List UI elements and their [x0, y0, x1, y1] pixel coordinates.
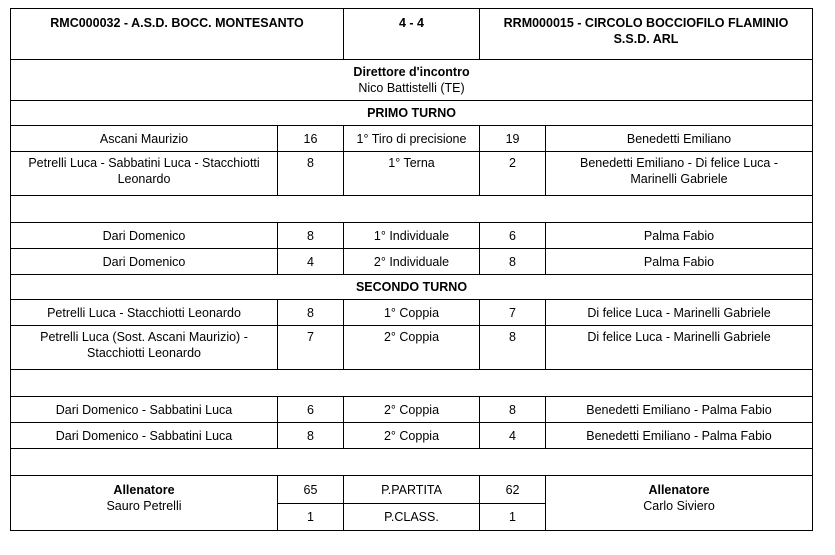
away-players: Palma Fabio	[546, 223, 813, 249]
home-coach-label: Allenatore	[113, 483, 175, 497]
home-players: Petrelli Luca - Stacchiotti Leonardo	[11, 300, 278, 326]
away-score: 4	[480, 423, 546, 449]
home-team: RMC000032 - A.S.D. BOCC. MONTESANTO	[11, 9, 344, 60]
game-type: 2° Coppia	[344, 423, 480, 449]
home-score: 6	[278, 397, 344, 423]
away-score: 8	[480, 397, 546, 423]
home-coach-name: Sauro Petrelli	[106, 499, 182, 513]
home-players: Ascani Maurizio	[11, 126, 278, 152]
away-coach	[546, 476, 813, 531]
empty-row	[11, 370, 813, 397]
game-type: 1° Terna	[344, 152, 480, 196]
game-type: 1° Coppia	[344, 300, 480, 326]
away-players: Benedetti Emiliano - Palma Fabio	[546, 397, 813, 423]
section-secondo-turno	[11, 275, 813, 300]
header-row	[11, 9, 813, 60]
home-players-line1: Petrelli Luca - Sabbatini Luca - Stacchiotti	[28, 156, 260, 170]
section-title: PRIMO TURNO	[11, 101, 813, 126]
game-type: 2° Individuale	[344, 249, 480, 275]
match-score: 4 - 4	[344, 9, 480, 60]
director-row	[11, 60, 813, 101]
home-score: 8	[278, 223, 344, 249]
home-score: 7	[278, 326, 344, 370]
away-coach-name: Carlo Siviero	[643, 499, 715, 513]
director-label: Direttore d'incontro	[353, 65, 470, 79]
table-row	[11, 223, 813, 249]
match-report-table	[10, 8, 813, 531]
home-score: 8	[278, 152, 344, 196]
table-row	[11, 397, 813, 423]
away-team-line1: RRM000015 - CIRCOLO BOCCIOFILO FLAMINIO	[503, 16, 789, 30]
away-players: Benedetti Emiliano - Palma Fabio	[546, 423, 813, 449]
away-partita-points: 62	[480, 476, 546, 504]
section-primo-turno	[11, 101, 813, 126]
table-row	[11, 249, 813, 275]
home-players	[11, 326, 278, 370]
table-row	[11, 126, 813, 152]
director-name: Nico Battistelli (TE)	[358, 81, 465, 95]
away-players: Di felice Luca - Marinelli Gabriele	[546, 300, 813, 326]
away-score: 7	[480, 300, 546, 326]
home-players: Dari Domenico - Sabbatini Luca	[11, 423, 278, 449]
away-class-points: 1	[480, 504, 546, 531]
away-score: 8	[480, 249, 546, 275]
away-players-line1: Benedetti Emiliano - Di felice Luca -	[580, 156, 779, 170]
away-players-line2: Marinelli Gabriele	[630, 172, 728, 186]
home-players: Dari Domenico	[11, 249, 278, 275]
home-players: Dari Domenico - Sabbatini Luca	[11, 397, 278, 423]
home-players-line1: Petrelli Luca (Sost. Ascani Maurizio) -	[40, 330, 248, 344]
game-type: 1° Tiro di precisione	[344, 126, 480, 152]
empty-row	[11, 449, 813, 476]
class-label: P.CLASS.	[344, 504, 480, 531]
away-players: Palma Fabio	[546, 249, 813, 275]
table-row	[11, 300, 813, 326]
section-title: SECONDO TURNO	[11, 275, 813, 300]
partita-label: P.PARTITA	[344, 476, 480, 504]
game-type: 1° Individuale	[344, 223, 480, 249]
away-team-line2: S.S.D. ARL	[613, 32, 679, 46]
director-cell	[11, 60, 813, 101]
away-score: 19	[480, 126, 546, 152]
game-type: 2° Coppia	[344, 326, 480, 370]
home-score: 4	[278, 249, 344, 275]
home-coach	[11, 476, 278, 531]
home-class-points: 1	[278, 504, 344, 531]
table-row	[11, 152, 813, 196]
table-row	[11, 423, 813, 449]
away-team	[480, 9, 813, 60]
home-players-line2: Stacchiotti Leonardo	[87, 346, 201, 360]
home-players-line2: Leonardo	[117, 172, 171, 186]
home-score: 8	[278, 423, 344, 449]
away-coach-label: Allenatore	[648, 483, 710, 497]
away-score: 2	[480, 152, 546, 196]
home-score: 8	[278, 300, 344, 326]
game-type: 2° Coppia	[344, 397, 480, 423]
away-score: 6	[480, 223, 546, 249]
empty-row	[11, 196, 813, 223]
home-players	[11, 152, 278, 196]
home-score: 16	[278, 126, 344, 152]
table-row	[11, 326, 813, 370]
footer-row-partita	[11, 476, 813, 504]
away-players: Benedetti Emiliano	[546, 126, 813, 152]
away-players	[546, 152, 813, 196]
away-score: 8	[480, 326, 546, 370]
home-partita-points: 65	[278, 476, 344, 504]
away-players: Di felice Luca - Marinelli Gabriele	[546, 326, 813, 370]
home-players: Dari Domenico	[11, 223, 278, 249]
